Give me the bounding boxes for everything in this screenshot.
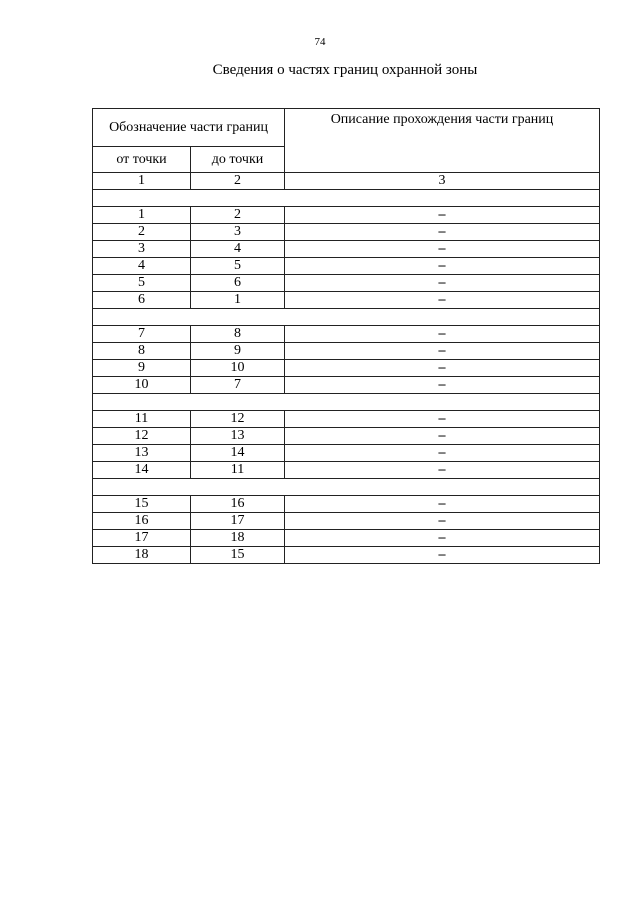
table-row <box>93 445 600 462</box>
section-separator-row <box>93 394 600 411</box>
description-cell: – <box>285 292 600 309</box>
document-title: Сведения о частях границ охранной зоны <box>212 62 478 78</box>
from-point-cell: 9 <box>93 360 191 377</box>
from-point-cell: 13 <box>93 445 191 462</box>
to-point-cell: 1 <box>191 292 285 309</box>
from-point-cell: 6 <box>93 292 191 309</box>
table-body <box>93 109 600 564</box>
from-point-cell: 4 <box>93 258 191 275</box>
from-point-cell: 18 <box>93 547 191 564</box>
description-cell: – <box>285 462 600 479</box>
section-separator-row <box>93 190 600 207</box>
description-cell: – <box>285 275 600 292</box>
to-point-cell: 7 <box>191 377 285 394</box>
to-point-cell: 12 <box>191 411 285 428</box>
column-number: 1 <box>93 173 191 190</box>
to-point-cell: 5 <box>191 258 285 275</box>
table-row <box>93 360 600 377</box>
to-point-cell: 6 <box>191 275 285 292</box>
table-row <box>93 275 600 292</box>
from-point-cell: 16 <box>93 513 191 530</box>
from-point-cell: 3 <box>93 241 191 258</box>
to-point-cell: 18 <box>191 530 285 547</box>
column-number-row <box>93 173 600 190</box>
description-cell: – <box>285 445 600 462</box>
section-separator-cell <box>93 479 600 496</box>
table-row <box>93 224 600 241</box>
section-separator-row <box>93 479 600 496</box>
header-boundary-designation: Обозначение части границ <box>93 109 285 147</box>
to-point-cell: 11 <box>191 462 285 479</box>
header-boundary-description: Описание прохождения части границ <box>285 109 600 173</box>
description-cell: – <box>285 530 600 547</box>
table-row <box>93 241 600 258</box>
from-point-cell: 8 <box>93 343 191 360</box>
to-point-cell: 14 <box>191 445 285 462</box>
header-row-group <box>93 109 600 147</box>
description-cell: – <box>285 326 600 343</box>
from-point-cell: 17 <box>93 530 191 547</box>
to-point-cell: 9 <box>191 343 285 360</box>
table-row <box>93 292 600 309</box>
description-cell: – <box>285 224 600 241</box>
description-cell: – <box>285 241 600 258</box>
to-point-cell: 3 <box>191 224 285 241</box>
header-from-point: от точки <box>93 147 191 173</box>
to-point-cell: 13 <box>191 428 285 445</box>
table-row <box>93 530 600 547</box>
table-row <box>93 326 600 343</box>
description-cell: – <box>285 377 600 394</box>
from-point-cell: 2 <box>93 224 191 241</box>
description-cell: – <box>285 411 600 428</box>
table-row <box>93 496 600 513</box>
description-cell: – <box>285 428 600 445</box>
column-number: 2 <box>191 173 285 190</box>
section-separator-row <box>93 309 600 326</box>
to-point-cell: 10 <box>191 360 285 377</box>
description-cell: – <box>285 258 600 275</box>
table-row <box>93 547 600 564</box>
from-point-cell: 12 <box>93 428 191 445</box>
table-row <box>93 377 600 394</box>
table-row <box>93 258 600 275</box>
from-point-cell: 1 <box>93 207 191 224</box>
from-point-cell: 11 <box>93 411 191 428</box>
column-number: 3 <box>285 173 600 190</box>
from-point-cell: 14 <box>93 462 191 479</box>
page-number: 74 <box>314 36 326 48</box>
to-point-cell: 4 <box>191 241 285 258</box>
description-cell: – <box>285 343 600 360</box>
boundary-parts-table <box>92 108 600 564</box>
table-row <box>93 411 600 428</box>
description-cell: – <box>285 207 600 224</box>
description-cell: – <box>285 513 600 530</box>
to-point-cell: 8 <box>191 326 285 343</box>
from-point-cell: 5 <box>93 275 191 292</box>
header-to-point: до точки <box>191 147 285 173</box>
to-point-cell: 16 <box>191 496 285 513</box>
table-row <box>93 462 600 479</box>
to-point-cell: 2 <box>191 207 285 224</box>
description-cell: – <box>285 547 600 564</box>
from-point-cell: 15 <box>93 496 191 513</box>
section-separator-cell <box>93 190 600 207</box>
table-row <box>93 428 600 445</box>
description-cell: – <box>285 496 600 513</box>
section-separator-cell <box>93 309 600 326</box>
table-row <box>93 343 600 360</box>
table-row <box>93 207 600 224</box>
from-point-cell: 7 <box>93 326 191 343</box>
from-point-cell: 10 <box>93 377 191 394</box>
to-point-cell: 15 <box>191 547 285 564</box>
description-cell: – <box>285 360 600 377</box>
table-row <box>93 513 600 530</box>
section-separator-cell <box>93 394 600 411</box>
to-point-cell: 17 <box>191 513 285 530</box>
